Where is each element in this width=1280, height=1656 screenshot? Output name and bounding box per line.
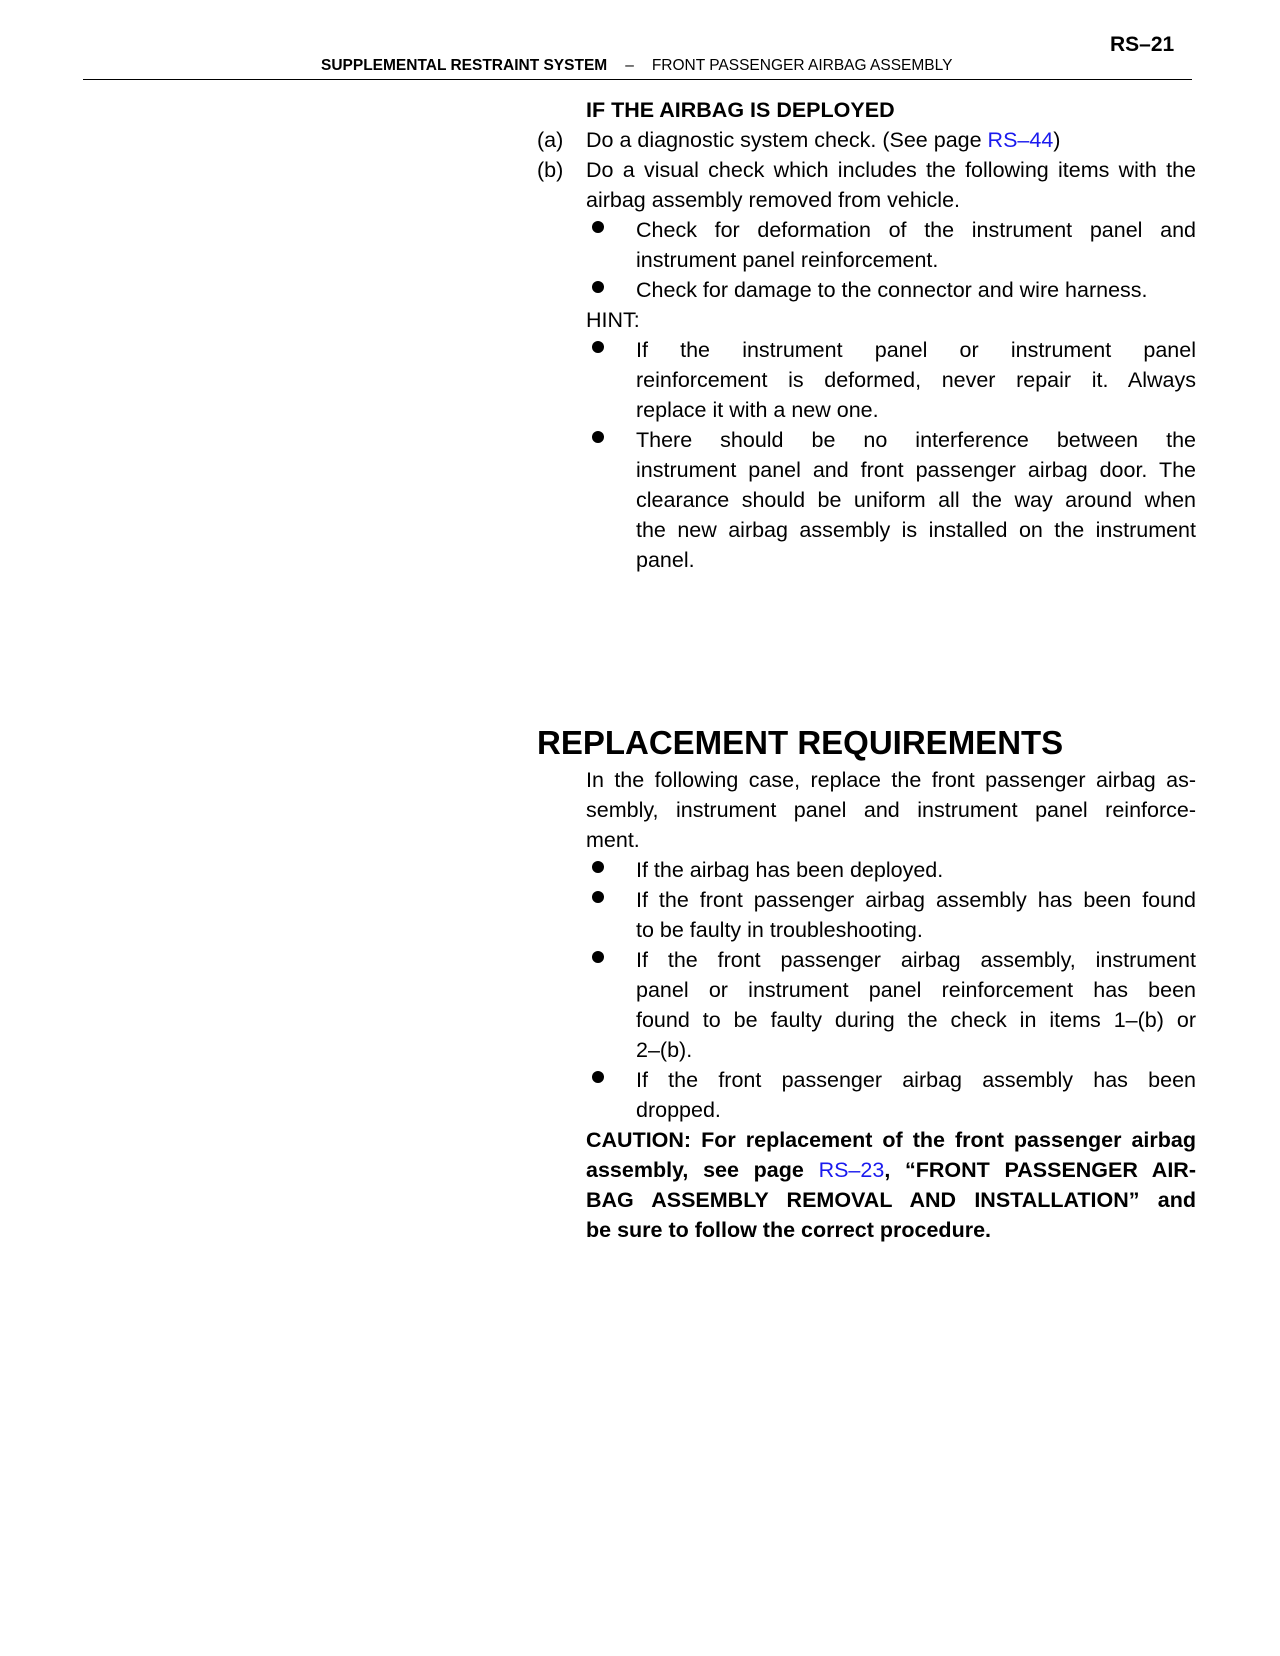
case-item: [636, 885, 1196, 945]
intro-line: In the following case, replace the front passenger airbag as-: [586, 768, 1196, 792]
bullet-icon: [592, 221, 604, 233]
bullet-icon: [592, 951, 604, 963]
case-item: [636, 945, 1196, 1065]
replacement-intro: [586, 765, 1196, 855]
hint-label: HINT:: [586, 308, 640, 332]
case-line: to be faulty in troubleshooting.: [636, 918, 923, 942]
case-item: [636, 1065, 1196, 1125]
caution-line: CAUTION: For replacement of the front passenger airbag: [586, 1128, 1196, 1152]
hint-line: reinforcement is deformed, never repair it. Always: [636, 368, 1196, 392]
check-line: Check for damage to the connector and wire harness.: [636, 278, 1148, 302]
case-line: If the front passenger airbag assembly has been found: [636, 888, 1196, 912]
running-head-section: FRONT PASSENGER AIRBAG ASSEMBLY: [651, 57, 953, 74]
bullet-icon: [592, 1071, 604, 1083]
page-number: RS–21: [1110, 33, 1175, 56]
hint-line: There should be no interference between the: [636, 428, 1196, 452]
case-item: [636, 855, 1196, 885]
step-a-close: ): [1053, 128, 1061, 152]
case-line: If the front passenger airbag assembly, instrument: [636, 948, 1196, 972]
caution-text: assembly, see page: [586, 1158, 819, 1182]
running-head-dash: –: [625, 57, 634, 74]
intro-line: sembly, instrument panel and instrument panel reinforce-: [586, 798, 1196, 822]
step-a-text: [586, 125, 1060, 155]
hint-line: panel.: [636, 548, 695, 572]
case-line: If the airbag has been deployed.: [636, 858, 944, 882]
step-b-line: airbag assembly removed from vehicle.: [586, 188, 961, 212]
section-title: REPLACEMENT REQUIREMENTS: [537, 724, 1064, 761]
bullet-icon: [592, 281, 604, 293]
header-rule: [83, 79, 1192, 80]
case-line: dropped.: [636, 1098, 721, 1122]
running-head-system: SUPPLEMENTAL RESTRAINT SYSTEM: [321, 57, 608, 74]
bullet-icon: [592, 341, 604, 353]
bullet-icon: [592, 861, 604, 873]
case-line: panel or instrument panel reinforcement has been: [636, 978, 1196, 1002]
caution-line: BAG ASSEMBLY REMOVAL AND INSTALLATION” and: [586, 1188, 1196, 1212]
check-item: [636, 215, 1196, 275]
hint-line: If the instrument panel or instrument panel: [636, 338, 1196, 362]
step-b-label: (b): [537, 158, 564, 182]
caution-line: [586, 1155, 1196, 1185]
hint-item: [636, 425, 1196, 575]
hint-item: [636, 335, 1196, 425]
check-line: instrument panel reinforcement.: [636, 248, 939, 272]
hint-line: replace it with a new one.: [636, 398, 879, 422]
step-a-body: Do a diagnostic system check. (See page: [586, 128, 988, 152]
hint-line: instrument panel and front passenger airbag door. The: [636, 458, 1196, 482]
hint-line: clearance should be uniform all the way around when: [636, 488, 1196, 512]
step-b-line: Do a visual check which includes the following items with the: [586, 158, 1196, 182]
caution-block: [586, 1125, 1196, 1245]
caution-line: be sure to follow the correct procedure.: [586, 1218, 991, 1242]
case-line: If the front passenger airbag assembly has been: [636, 1068, 1196, 1092]
link-rs-23[interactable]: RS–23: [818, 1158, 885, 1182]
caution-text: , “FRONT PASSENGER AIR-: [884, 1158, 1196, 1182]
case-line: 2–(b).: [636, 1038, 693, 1062]
bullet-icon: [592, 431, 604, 443]
bullet-icon: [592, 891, 604, 903]
step-a-label: (a): [537, 128, 564, 152]
deployed-heading: IF THE AIRBAG IS DEPLOYED: [586, 98, 895, 122]
check-line: Check for deformation of the instrument panel and: [636, 218, 1196, 242]
running-head: [321, 58, 952, 74]
step-b-text: [586, 155, 1196, 215]
hint-line: the new airbag assembly is installed on the instrument: [636, 518, 1196, 542]
intro-line: ment.: [586, 828, 640, 852]
check-item: [636, 275, 1196, 305]
link-rs-44[interactable]: RS–44: [987, 128, 1054, 152]
case-line: found to be faulty during the check in items 1–(b) or: [636, 1008, 1196, 1032]
